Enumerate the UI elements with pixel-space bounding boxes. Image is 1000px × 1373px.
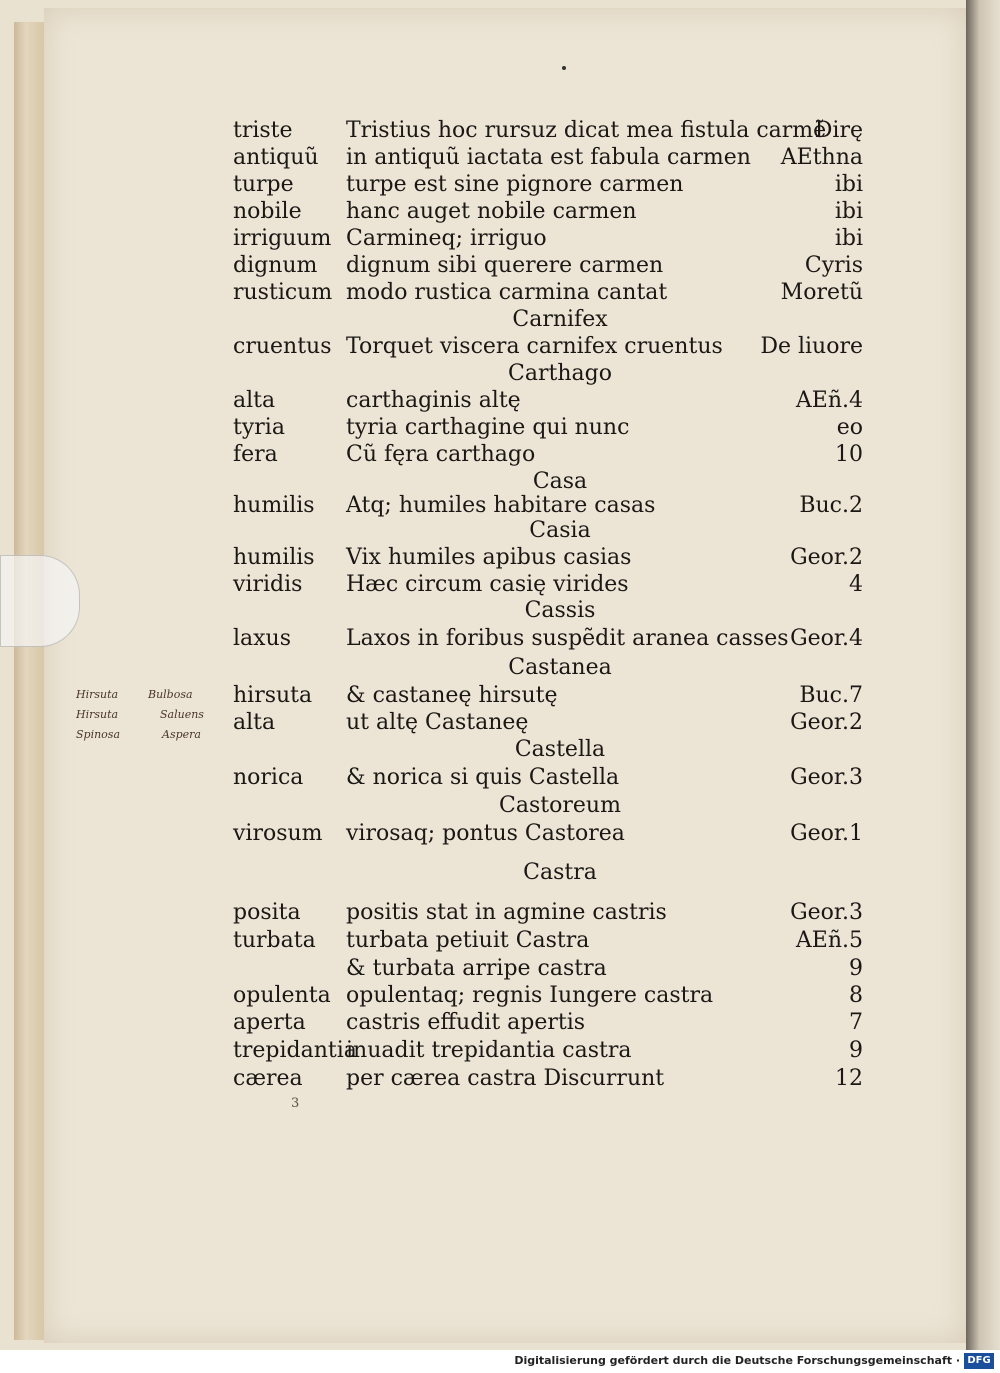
entry-reference: Cyris — [804, 253, 863, 278]
entry-word: cærea — [233, 1066, 303, 1091]
marginal-note: Aspera — [162, 728, 201, 741]
entry-heading — [0, 860, 1000, 886]
entry-reference: 9 — [849, 956, 863, 981]
entry-phrase: carthaginis altę — [346, 388, 521, 413]
entry-word: humilis — [233, 545, 315, 570]
entry-word: rusticum — [233, 280, 333, 305]
signature-dot — [562, 66, 566, 70]
entry-heading — [0, 655, 1000, 681]
entry-word: nobile — [233, 199, 302, 224]
entry-row — [0, 928, 1000, 954]
heading-text: Cassis — [524, 598, 596, 623]
heading-text: Casa — [532, 469, 588, 494]
entry-row — [0, 626, 1000, 652]
entry-row — [0, 1066, 1000, 1092]
entry-row — [0, 765, 1000, 791]
entry-heading — [0, 518, 1000, 544]
marginal-note: Hirsuta — [76, 688, 119, 701]
entry-heading — [0, 361, 1000, 387]
entry-word: humilis — [233, 493, 315, 518]
entry-reference: Geor.2 — [790, 710, 863, 735]
entry-reference: 12 — [835, 1066, 863, 1091]
entry-row — [0, 442, 1000, 468]
marginal-note: Bulbosa — [148, 688, 193, 701]
entry-row — [0, 145, 1000, 171]
entry-row — [0, 172, 1000, 198]
entry-word: alta — [233, 388, 276, 413]
entry-word: triste — [233, 118, 293, 143]
entry-word: tyria — [233, 415, 285, 440]
entry-word: opulenta — [233, 983, 331, 1008]
entry-reference: ibi — [834, 172, 863, 197]
heading-text: Castoreum — [499, 793, 621, 818]
entry-phrase: hanc auget nobile carmen — [346, 199, 637, 224]
entry-heading — [0, 793, 1000, 819]
entry-word: viridis — [233, 572, 303, 597]
entry-phrase: Tristius hoc rursuz dicat mea fistula carmẽ — [346, 118, 827, 143]
marginal-note: Spinosa — [76, 728, 121, 741]
heading-text: Castanea — [508, 655, 612, 680]
dfg-logo: DFG — [964, 1353, 994, 1369]
entry-phrase: per cærea castra Discurrunt — [346, 1066, 665, 1091]
entry-row — [0, 900, 1000, 926]
entry-row — [0, 415, 1000, 441]
entry-phrase: ut altę Castaneę — [346, 710, 529, 735]
entry-word: posita — [233, 900, 301, 925]
entry-reference: Geor.1 — [790, 821, 863, 846]
entry-row — [0, 1038, 1000, 1064]
entry-word: irriguum — [233, 226, 332, 251]
entry-phrase: Cũ fęra carthago — [346, 442, 536, 467]
entry-phrase: Torquet viscera carnifex cruentus — [346, 334, 723, 359]
entry-reference: AEñ.5 — [795, 928, 863, 953]
entry-reference: AEthna — [780, 145, 863, 170]
entry-word: trepidantia — [233, 1038, 357, 1063]
entry-word: cruentus — [233, 334, 332, 359]
entry-phrase: tyria carthagine qui nunc — [346, 415, 630, 440]
entry-reference: Geor.4 — [790, 626, 863, 651]
entry-phrase: Carmineq; irriguo — [346, 226, 547, 251]
entry-reference: 9 — [849, 1038, 863, 1063]
entry-phrase: Hæc circum casię virides — [346, 572, 629, 597]
entry-phrase: positis stat in agmine castris — [346, 900, 667, 925]
entry-word: antiquũ — [233, 145, 319, 170]
entry-phrase: & norica si quis Castella — [346, 765, 620, 790]
entry-phrase: modo rustica carmina cantat — [346, 280, 668, 305]
funding-credit: Digitalisierung gefördert durch die Deutsche Forschungsgemeinschaft · — [514, 1354, 960, 1367]
entry-phrase: castris effudit apertis — [346, 1010, 586, 1035]
entry-word: turpe — [233, 172, 294, 197]
marginal-note: Saluens — [160, 708, 204, 721]
entry-word: norica — [233, 765, 304, 790]
entry-heading — [0, 469, 1000, 495]
entry-phrase: virosaq; pontus Castorea — [346, 821, 625, 846]
entry-word: hirsuta — [233, 683, 313, 708]
entry-row — [0, 226, 1000, 252]
entry-reference: 10 — [835, 442, 863, 467]
entry-row — [0, 1010, 1000, 1036]
entry-phrase: in antiquũ iactata est fabula carmen — [346, 145, 751, 170]
entry-row — [0, 956, 1000, 982]
entry-reference: ibi — [834, 226, 863, 251]
heading-text: Carnifex — [512, 307, 608, 332]
entry-phrase: turbata petiuit Castra — [346, 928, 590, 953]
entry-heading — [0, 307, 1000, 333]
entry-reference: Geor.2 — [790, 545, 863, 570]
entry-row — [0, 118, 1000, 144]
entry-phrase: turpe est sine pignore carmen — [346, 172, 684, 197]
heading-text: Carthago — [508, 361, 612, 386]
entry-phrase: & castaneę hirsutę — [346, 683, 558, 708]
entry-phrase: opulentaq; regnis Iungere castra — [346, 983, 714, 1008]
entry-phrase: inuadit trepidantia castra — [346, 1038, 632, 1063]
entry-reference: De liuore — [760, 334, 863, 359]
entry-heading — [0, 598, 1000, 624]
entry-word: alta — [233, 710, 276, 735]
entry-reference: Buc.7 — [799, 683, 863, 708]
footer-bar — [0, 1350, 1000, 1373]
entry-reference: Moretũ — [780, 280, 863, 305]
entry-word: virosum — [233, 821, 323, 846]
entry-reference: AEñ.4 — [795, 388, 863, 413]
entry-phrase: dignum sibi querere carmen — [346, 253, 664, 278]
entry-row — [0, 983, 1000, 1009]
entry-reference: Dirę — [814, 118, 863, 143]
page-mark: 3 — [291, 1096, 300, 1111]
entry-row — [0, 280, 1000, 306]
entry-reference: 4 — [849, 572, 863, 597]
heading-text: Castra — [523, 860, 597, 885]
entry-row — [0, 199, 1000, 225]
marginal-note: Hirsuta — [76, 708, 119, 721]
entry-word: aperta — [233, 1010, 306, 1035]
entry-word: fera — [233, 442, 278, 467]
entry-phrase: Atq; humiles habitare casas — [346, 493, 656, 518]
entry-reference: Geor.3 — [790, 765, 863, 790]
entry-phrase: & turbata arripe castra — [346, 956, 607, 981]
entry-phrase: Laxos in foribus suspẽdit aranea casses — [346, 626, 789, 651]
entry-row — [0, 493, 1000, 519]
entry-row — [0, 334, 1000, 360]
entry-row — [0, 388, 1000, 414]
entry-word: turbata — [233, 928, 316, 953]
heading-text: Casia — [529, 518, 591, 543]
entry-reference: 8 — [849, 983, 863, 1008]
entry-reference: Geor.3 — [790, 900, 863, 925]
entry-reference: Buc.2 — [799, 493, 863, 518]
entry-row — [0, 253, 1000, 279]
entry-phrase: Vix humiles apibus casias — [346, 545, 632, 570]
handwritten-marginalia — [76, 688, 226, 758]
entry-word: dignum — [233, 253, 318, 278]
entry-reference: ibi — [834, 199, 863, 224]
entry-reference: eo — [836, 415, 863, 440]
heading-text: Castella — [514, 737, 606, 762]
entry-word: laxus — [233, 626, 292, 651]
entry-row — [0, 572, 1000, 598]
entry-row — [0, 545, 1000, 571]
entry-row — [0, 821, 1000, 847]
entry-reference: 7 — [849, 1010, 863, 1035]
